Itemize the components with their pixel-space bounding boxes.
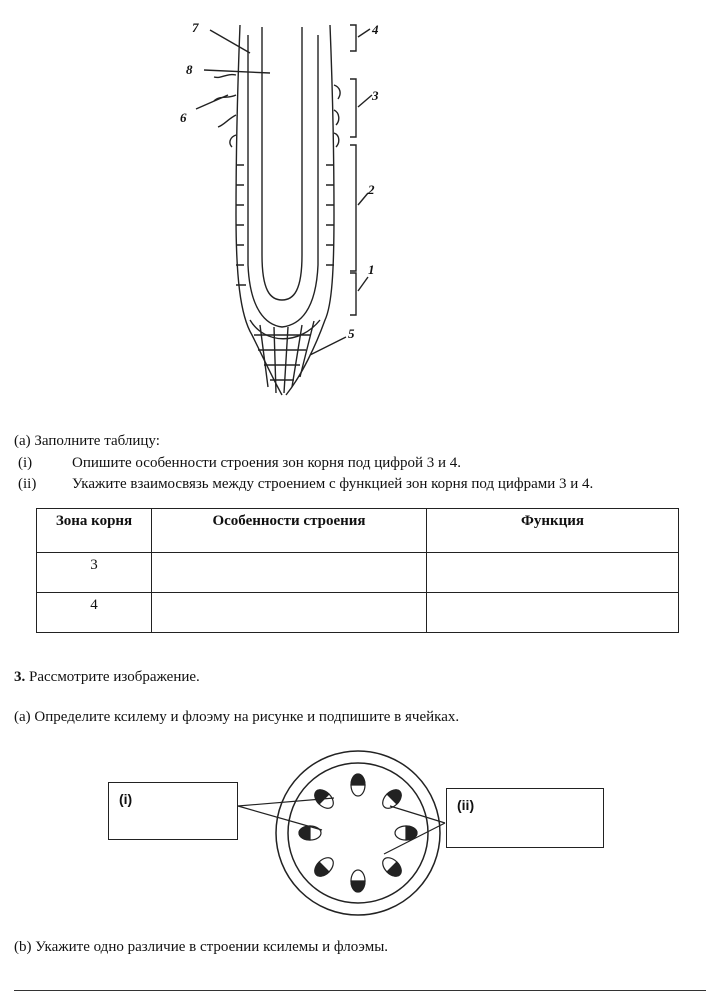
answer-box-ii[interactable]	[446, 788, 604, 848]
question-a-item-i-text: Опишите особенности строения зон корня под цифрой 3 и 4.	[72, 455, 462, 471]
question-3-number: 3.	[14, 669, 26, 685]
table-row	[37, 593, 679, 633]
diagram-label-7: 7	[192, 20, 199, 35]
vascular-bundle	[395, 826, 417, 840]
question-a-item-i-number: (i)	[18, 455, 33, 471]
zones-table	[36, 508, 679, 633]
table-row	[37, 553, 679, 593]
question-a-heading: (a) Заполните таблицу:	[14, 433, 160, 449]
diagram-label-2: 2	[368, 182, 375, 197]
vascular-bundle	[351, 870, 365, 892]
table-cell-function[interactable]	[427, 593, 679, 633]
answer-line[interactable]	[14, 990, 706, 991]
question-3-part-a: (a) Определите ксилему и флоэму на рисунке и подпишите в ячейках.	[14, 709, 460, 725]
vascular-bundle	[351, 774, 365, 796]
answer-box-i[interactable]	[108, 782, 238, 840]
diagram-label-8: 8	[186, 62, 193, 77]
answer-box-i-label: (i)	[119, 791, 133, 807]
question-3-part-b: (b) Укажите одно различие в строении ксилемы и флоэмы.	[14, 939, 389, 955]
answer-box-ii-label: (ii)	[457, 797, 475, 813]
diagram-label-3: 3	[372, 88, 379, 103]
table-cell-function[interactable]	[427, 553, 679, 593]
diagram-label-5: 5	[348, 326, 355, 341]
table-header-zone: Зона корня	[37, 509, 152, 553]
root-tip-diagram	[170, 15, 400, 415]
stem-cross-section-diagram	[230, 748, 460, 928]
diagram-label-6: 6	[180, 110, 187, 125]
table-header-row	[37, 509, 679, 553]
vascular-bundle	[379, 786, 404, 811]
question-a-item-ii-text: Укажите взаимосвязь между строением с функцией зон корня под цифрами 3 и 4.	[72, 476, 594, 492]
vascular-bundle	[379, 854, 404, 879]
table-header-structure: Особенности строения	[152, 509, 427, 553]
table-cell-structure[interactable]	[152, 593, 427, 633]
table-header-function: Функция	[427, 509, 679, 553]
table-cell-zone: 3	[37, 553, 152, 593]
vascular-bundle	[299, 826, 321, 840]
diagram-label-1: 1	[368, 262, 375, 277]
vascular-bundle	[311, 854, 336, 879]
question-3-title: Рассмотрите изображение.	[29, 669, 200, 685]
diagram-label-4: 4	[372, 22, 379, 37]
table-cell-zone: 4	[37, 593, 152, 633]
table-cell-structure[interactable]	[152, 553, 427, 593]
question-3-heading	[14, 668, 200, 686]
question-a-item-ii-number: (ii)	[18, 476, 37, 492]
